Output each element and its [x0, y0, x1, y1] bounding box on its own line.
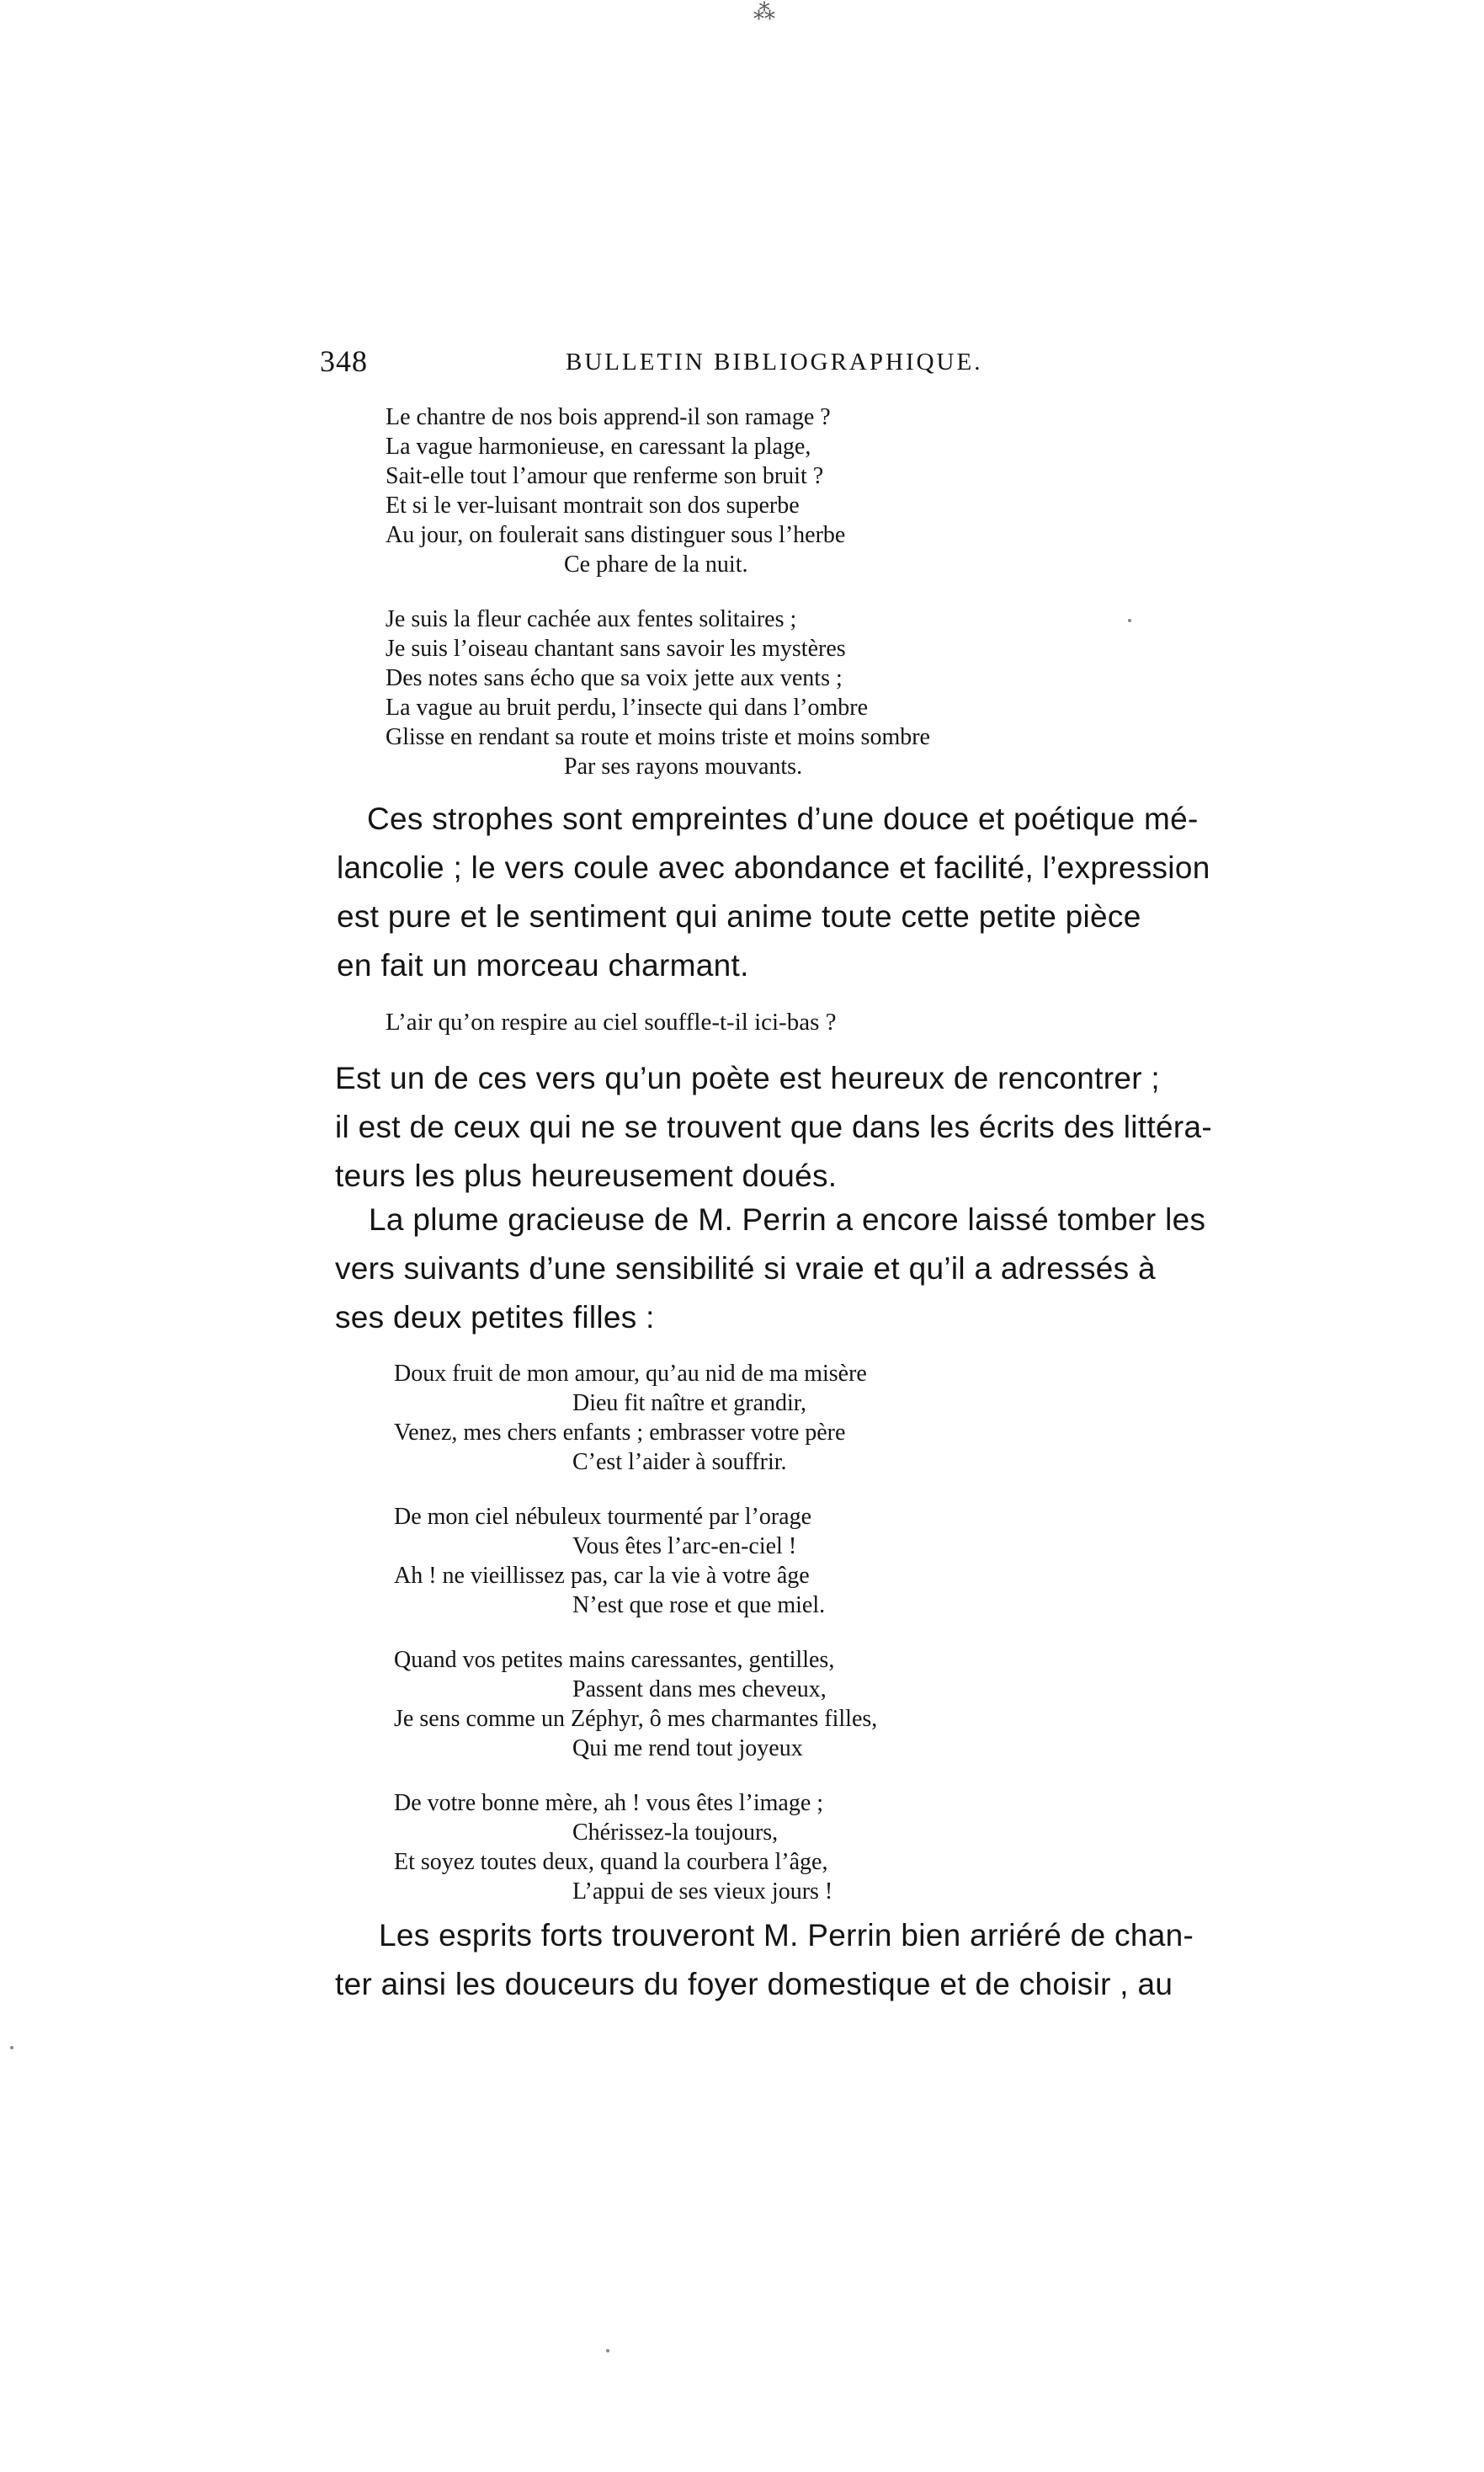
paragraph-1 [337, 795, 1210, 990]
prose-line: teurs les plus heureusement doués. [335, 1159, 838, 1193]
poem-2 [394, 1359, 877, 1906]
verse-line: Qui me rend tout joyeux [572, 1735, 803, 1761]
prose-line: en fait un morceau charmant. [337, 948, 749, 983]
poem-1 [386, 402, 930, 781]
verse-line: Quand vos petites mains caressantes, gentilles, [394, 1647, 835, 1673]
prose-line: ter ainsi les douceurs du foyer domestique et de choisir , au [335, 1967, 1173, 2001]
library-stamp-mark: ⁂ [753, 0, 775, 24]
verse-line: C’est l’aider à souffrir. [572, 1449, 787, 1475]
scan-speck [606, 2349, 609, 2352]
verse-line: Vous êtes l’arc-en-ciel ! [572, 1533, 797, 1559]
verse-line: De mon ciel nébuleux tourmenté par l’orage [394, 1504, 812, 1530]
verse-line: Je sens comme un Zéphyr, ô mes charmantes filles, [394, 1706, 878, 1732]
running-title: BULLETIN BIBLIOGRAPHIQUE. [566, 349, 983, 376]
paragraph-4 [335, 1911, 1194, 2009]
verse-line: Passent dans mes cheveux, [572, 1676, 827, 1702]
verse-line: Le chantre de nos bois apprend-il son ramage ? [386, 404, 831, 430]
verse-line: La vague harmonieuse, en caressant la plage, [386, 434, 811, 460]
verse-line: De votre bonne mère, ah ! vous êtes l’image ; [394, 1790, 824, 1816]
prose-line: ses deux petites filles : [335, 1300, 655, 1335]
verse-line: Venez, mes chers enfants ; embrasser votre père [394, 1420, 846, 1446]
verse-line: L’appui de ses vieux jours ! [572, 1878, 833, 1905]
verse-line: Et si le ver-luisant montrait son dos superbe [386, 493, 800, 519]
prose-line: Les esprits forts trouveront M. Perrin bien arriéré de chan- [379, 1918, 1194, 1953]
prose-line: est pure et le sentiment qui anime toute cette petite pièce [337, 899, 1141, 934]
page-number: 348 [320, 344, 368, 378]
scan-speck [1128, 619, 1131, 622]
verse-line: Ah ! ne vieillissez pas, car la vie à votre âge [394, 1563, 810, 1589]
verse-line: Par ses rayons mouvants. [564, 754, 803, 780]
verse-line: N’est que rose et que miel. [572, 1592, 826, 1618]
running-head [0, 344, 1484, 387]
prose-line: Ces strophes sont empreintes d’une douce et poétique mé- [367, 802, 1199, 836]
verse-line: Des notes sans écho que sa voix jette aux vents ; [386, 665, 843, 691]
verse-line: Glisse en rendant sa route et moins triste et moins sombre [386, 724, 930, 750]
paragraph-3 [335, 1196, 1205, 1342]
verse-line: Sait-elle tout l’amour que renferme son bruit ? [386, 463, 824, 489]
verse-line: Je suis la fleur cachée aux fentes solitaires ; [386, 606, 797, 632]
prose-line: Est un de ces vers qu’un poète est heureux de rencontrer ; [335, 1061, 1160, 1095]
prose-line: lancolie ; le vers coule avec abondance et facilité, l’expression [337, 850, 1210, 885]
verse-line: La vague au bruit perdu, l’insecte qui dans l’ombre [386, 695, 869, 721]
prose-line: il est de ceux qui ne se trouvent que dans les écrits des littéra- [335, 1110, 1212, 1144]
quoted-verse: L’air qu’on respire au ciel souffle-t-il ici-bas ? [386, 1009, 837, 1036]
paragraph-2 [335, 1054, 1212, 1201]
verse-line: Et soyez toutes deux, quand la courbera l’âge, [394, 1849, 828, 1875]
verse-line: Je suis l’oiseau chantant sans savoir les mystères [386, 636, 846, 662]
prose-line: vers suivants d’une sensibilité si vraie et qu’il a adressés à [335, 1251, 1156, 1286]
verse-line: Dieu fit naître et grandir, [572, 1390, 806, 1416]
scan-speck [10, 2046, 13, 2049]
verse-line: Ce phare de la nuit. [564, 551, 748, 578]
prose-line: La plume gracieuse de M. Perrin a encore laissé tomber les [369, 1202, 1206, 1237]
verse-line: Doux fruit de mon amour, qu’au nid de ma misère [394, 1361, 867, 1387]
verse-line: Chérissez-la toujours, [572, 1819, 779, 1846]
verse-line: Au jour, on foulerait sans distinguer sous l’herbe [386, 522, 846, 548]
